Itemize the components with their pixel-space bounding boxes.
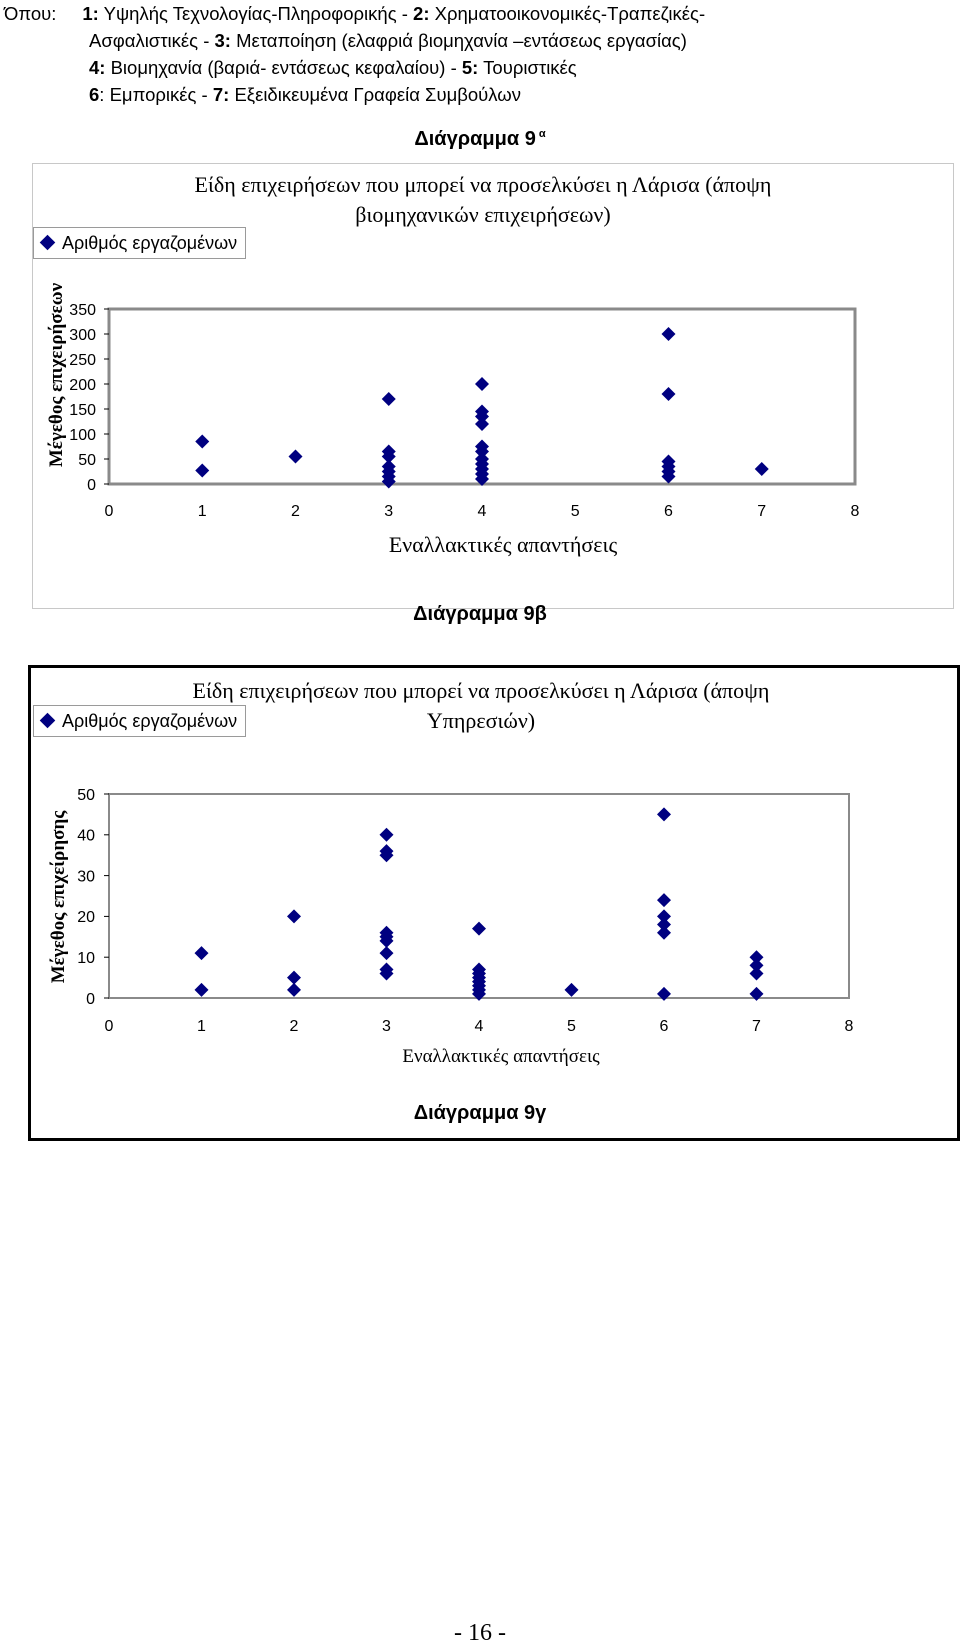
chart-9b-x-tick-label: 2 — [289, 1018, 299, 1035]
legend-key-1: 1: — [82, 3, 99, 24]
legend-line-1 — [4, 0, 705, 27]
chart-9b-x-tick-label: 6 — [659, 1018, 669, 1035]
chart-9a-data-point — [662, 327, 676, 341]
legend-key-2: 2: — [413, 3, 430, 24]
chart-9a-y-tick-label: 150 — [69, 401, 96, 419]
legend-line-2 — [89, 27, 687, 54]
chart-9b-data-point — [195, 946, 209, 960]
chart-9a-x-tick-label: 7 — [757, 503, 767, 520]
caption-diagram-9a — [0, 128, 960, 151]
chart-9b-legend-label: Αριθμός εργαζομένων — [62, 711, 238, 731]
chart-9b-data-point — [195, 983, 209, 997]
chart-9a-x-tick-label: 0 — [104, 503, 114, 520]
chart-9b-x-tick-label: 8 — [844, 1018, 854, 1035]
chart-9a-x-tick-label: 8 — [850, 503, 860, 520]
chart-9a-y-tick-label: 200 — [69, 376, 96, 394]
chart-9b-data-point — [380, 828, 394, 842]
chart-9a-data-point — [662, 387, 676, 401]
caption-9a-sup: α — [538, 128, 546, 140]
chart-9b-x-title: Εναλλακτικές απαντήσεις — [402, 1046, 600, 1067]
legend-key-4: 4: — [89, 57, 106, 78]
chart-9b-y-tick-label: 50 — [77, 786, 95, 804]
chart-9a-legend-label: Αριθμός εργαζομένων — [62, 233, 238, 253]
chart-9a-data-point — [289, 450, 303, 464]
chart-9b-y-tick-label: 10 — [77, 949, 95, 967]
chart-9b-data-point — [565, 983, 579, 997]
chart-9a-x-tick-label: 6 — [664, 503, 673, 520]
chart-9a-y-tick-label: 350 — [69, 301, 96, 319]
chart-9a-y-tick-label: 300 — [69, 326, 96, 344]
chart-9b-x-tick-label: 0 — [104, 1018, 114, 1035]
chart-9b-title-line2: Υπηρεσιών) — [426, 708, 536, 733]
chart-9b-x-tick-label: 7 — [752, 1018, 761, 1035]
legend-key-3: 3: — [214, 30, 231, 51]
chart-9b-data-point — [380, 946, 394, 960]
chart-9b-x-tick-label: 5 — [567, 1018, 576, 1035]
legend-line-3 — [89, 54, 577, 81]
legend-text-2: Χρηματοοικονομικές-Τραπεζικές- — [434, 3, 706, 24]
chart-9b-data-point — [657, 926, 671, 940]
chart-9b-y-tick-label: 40 — [77, 827, 95, 845]
chart-9a-title-line1: Είδη επιχειρήσεων που μπορεί να προσελκύσει η Λάρισα (άποψη — [194, 172, 772, 197]
legend-text-1: Υψηλής Τεχνολογίας-Πληροφορικής - — [103, 3, 408, 24]
caption-9a-text: Διάγραμμα 9 — [414, 128, 536, 150]
chart-9b-x-tick-label: 3 — [382, 1018, 391, 1035]
chart-9b-data-point — [287, 909, 301, 923]
chart-9a-data-point — [475, 417, 489, 431]
chart-9a-x-tick-label: 3 — [384, 503, 394, 520]
chart-9a-data-point — [195, 435, 209, 449]
legend-text-5: Τουριστικές — [483, 57, 577, 78]
chart-9a-y-tick-label: 0 — [87, 476, 96, 494]
chart-9b-data-point — [472, 922, 486, 936]
legend-key-6: 6 — [89, 84, 100, 105]
chart-9a-y-tick-label: 250 — [69, 351, 96, 369]
chart-9a-title-line2: βιομηχανικών επιχειρήσεων) — [355, 202, 611, 227]
chart-9a-y-title: Μέγεθος επιχειρήσεων — [46, 282, 67, 468]
chart-9b-data-point — [657, 807, 671, 821]
legend-text-7: Εξειδικευμένα Γραφεία Συμβούλων — [234, 84, 521, 105]
chart-9b — [28, 665, 960, 1141]
chart-9a-y-tick-label: 50 — [78, 451, 96, 469]
chart-9b-y-title: Μέγεθος επιχείρησης — [48, 810, 69, 984]
chart-9a — [32, 163, 954, 609]
chart-9a-y-tick-label: 100 — [69, 426, 96, 444]
legend-line-4 — [89, 81, 521, 108]
caption-diagram-9c: Διάγραμμα 9γ — [413, 1102, 547, 1124]
chart-9a-data-point — [475, 377, 489, 391]
chart-9b-y-tick-label: 0 — [86, 990, 95, 1008]
chart-9a-x-tick-label: 2 — [291, 503, 300, 520]
chart-9b-x-tick-label: 1 — [197, 1018, 206, 1035]
chart-9b-data-point — [750, 967, 764, 981]
legend-lead: Όπου: — [4, 3, 57, 24]
chart-9a-x-tick-label: 5 — [570, 503, 580, 520]
caption-diagram-9b: Διάγραμμα 9β — [413, 603, 547, 625]
legend-text-3: Μεταποίηση (ελαφριά βιομηχανία –εντάσεως εργασίας) — [236, 30, 687, 51]
legend-key-7: 7: — [212, 84, 230, 105]
chart-9b-x-tick-label: 4 — [474, 1018, 484, 1035]
legend-key-5: 5: — [461, 57, 479, 78]
chart-9b-data-point — [657, 893, 671, 907]
chart-9a-data-point — [755, 462, 769, 476]
legend-text-4: Βιομηχανία (βαριά- εντάσεως κεφαλαίου) - — [110, 57, 457, 78]
chart-9a-x-title: Εναλλακτικές απαντήσεις — [388, 532, 618, 557]
chart-9b-data-point — [287, 971, 301, 985]
chart-9b-y-tick-label: 20 — [77, 909, 95, 927]
chart-9b-y-tick-label: 30 — [77, 868, 95, 886]
legend-text-2b: Ασφαλιστικές - — [89, 30, 210, 51]
page-number: - 16 - — [454, 1620, 506, 1646]
chart-9a-data-point — [195, 464, 209, 478]
chart-9a-x-tick-label: 1 — [197, 503, 207, 520]
chart-9b-title-line1: Είδη επιχειρήσεων που μπορεί να προσελκύσει η Λάρισα (άποψη — [192, 678, 770, 703]
chart-9b-data-point — [287, 983, 301, 997]
chart-9a-data-point — [382, 392, 396, 406]
chart-9a-x-tick-label: 4 — [477, 503, 487, 520]
legend-text-6: : Εμπορικές - — [99, 84, 208, 105]
